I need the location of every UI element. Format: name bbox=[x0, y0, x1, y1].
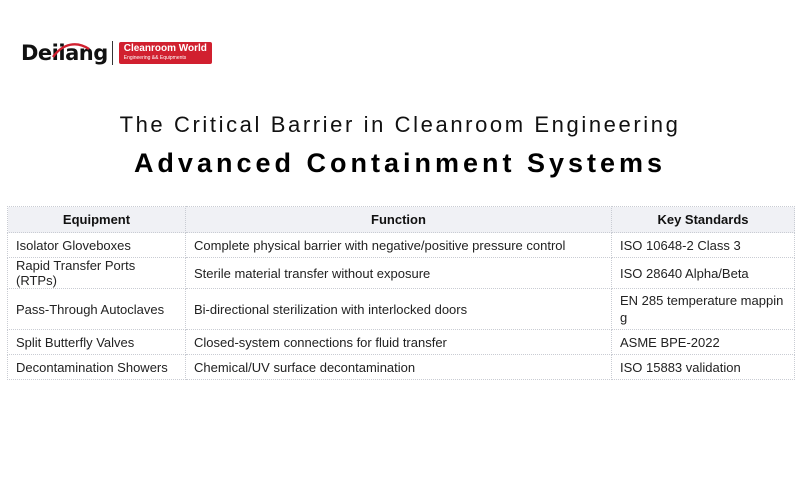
page-title: Advanced Containment Systems bbox=[133, 148, 667, 178]
logo-divider bbox=[112, 41, 113, 65]
table-row bbox=[8, 330, 795, 355]
table-row bbox=[8, 258, 795, 289]
function-cell: Sterile material transfer without exposure bbox=[186, 258, 612, 289]
table-header-row bbox=[8, 207, 795, 233]
brand-wordmark bbox=[21, 41, 108, 65]
function-cell: Closed-system connections for fluid transfer bbox=[186, 330, 612, 355]
badge-subtitle: Engineering && Equipments bbox=[123, 55, 187, 61]
standards-cell: ASME BPE-2022 bbox=[612, 330, 795, 355]
column-header-function: Function bbox=[186, 207, 612, 233]
equipment-cell: Pass-Through Autoclaves bbox=[8, 289, 186, 330]
table-row bbox=[8, 233, 795, 258]
company-logo bbox=[21, 38, 212, 68]
standards-cell: ISO 15883 validation bbox=[612, 355, 795, 380]
function-cell: Chemical/UV surface decontamination bbox=[186, 355, 612, 380]
column-header-equipment: Equipment bbox=[8, 207, 186, 233]
equipment-cell: Decontamination Showers bbox=[8, 355, 186, 380]
page-subtitle: The Critical Barrier in Cleanroom Engineering bbox=[119, 112, 681, 137]
brand-name: Deiiang bbox=[21, 41, 108, 65]
standards-cell: ISO 28640 Alpha/Beta bbox=[612, 258, 795, 289]
containment-systems-table bbox=[7, 206, 795, 380]
badge-title: Cleanroom World bbox=[123, 43, 207, 54]
function-cell: Complete physical barrier with negative/positive pressure control bbox=[186, 233, 612, 258]
equipment-cell: Rapid Transfer Ports (RTPs) bbox=[8, 258, 186, 289]
table-row bbox=[8, 355, 795, 380]
function-cell: Bi-directional sterilization with interlocked doors bbox=[186, 289, 612, 330]
standards-cell: ISO 10648-2 Class 3 bbox=[612, 233, 795, 258]
equipment-cell: Split Butterfly Valves bbox=[8, 330, 186, 355]
swoosh-icon bbox=[51, 39, 91, 65]
column-header-key-standards: Key Standards bbox=[612, 207, 795, 233]
equipment-cell: Isolator Gloveboxes bbox=[8, 233, 186, 258]
standards-cell: EN 285 temperature mapping bbox=[612, 289, 795, 330]
table-row bbox=[8, 289, 795, 330]
cleanroom-world-badge bbox=[119, 42, 212, 64]
